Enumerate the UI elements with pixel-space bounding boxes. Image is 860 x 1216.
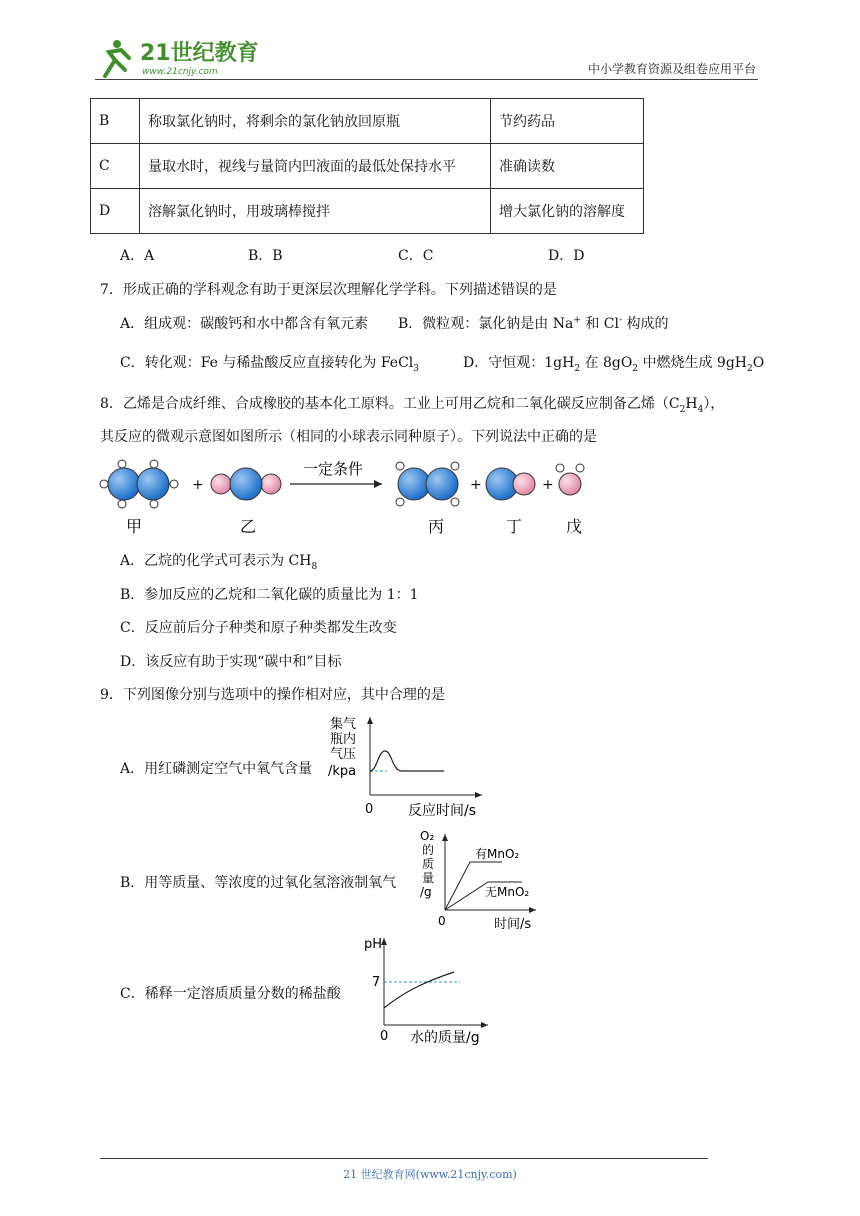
molecule-ding xyxy=(486,468,535,500)
q6-option-b[interactable]: B．B xyxy=(248,248,283,264)
q7-option-a[interactable]: A．组成观：碳酸钙和水中都含有氧元素 xyxy=(120,316,369,332)
q9-option-b[interactable]: B．用等质量、等浓度的过氧化氢溶液制氧气 xyxy=(120,875,397,891)
row-letter: D xyxy=(91,189,140,234)
reaction-diagram xyxy=(98,452,598,542)
q8-stem-line1: 8．乙烯是合成纤维、合成橡胶的基本化工原料。工业上可用乙烷和二氧化碳反应制备乙烯$(C_2H_4)$， xyxy=(100,396,725,415)
svg-text:0: 0 xyxy=(438,914,446,928)
graph-a-pressure xyxy=(322,713,492,823)
row-purpose: 准确读数 xyxy=(491,144,644,189)
svg-text:+: + xyxy=(192,477,204,493)
svg-text:0: 0 xyxy=(365,802,374,817)
header-platform-text: 中小学教育资源及组卷应用平台 xyxy=(587,62,756,76)
label-bing: 丙 xyxy=(428,517,445,536)
svg-text:+: + xyxy=(470,477,482,493)
svg-text:瓶内: 瓶内 xyxy=(330,732,357,747)
graph-c-ph xyxy=(364,932,494,1046)
label-wu: 戊 xyxy=(566,517,583,536)
row-letter: B xyxy=(91,99,140,144)
row-letter: C xyxy=(91,144,140,189)
label-jia: 甲 xyxy=(126,517,143,536)
q9-option-a[interactable]: A．用红磷测定空气中氧气含量 xyxy=(120,761,313,777)
svg-text:一定条件: 一定条件 xyxy=(303,460,364,478)
footer-link[interactable]: 21 世纪教育网(www.21cnjy.com) xyxy=(343,1168,517,1181)
q9-option-c[interactable]: C．稀释一定溶质质量分数的稀盐酸 xyxy=(120,986,341,1002)
q6-option-c[interactable]: C．C xyxy=(398,248,434,264)
q8-option-d[interactable]: D．该反应有助于实现“碳中和”目标 xyxy=(120,654,342,670)
svg-text:有MnO₂: 有MnO₂ xyxy=(475,847,520,861)
svg-text:0: 0 xyxy=(380,1029,389,1044)
footer-divider xyxy=(100,1158,708,1159)
q8-option-a[interactable]: A．乙烷的化学式可表示为 $CH_8$ xyxy=(120,553,318,572)
row-purpose: 节约药品 xyxy=(491,99,644,144)
row-purpose: 增大氯化钠的溶解度 xyxy=(491,189,644,234)
svg-text:无MnO₂: 无MnO₂ xyxy=(485,885,530,899)
site-logo xyxy=(95,36,260,80)
label-ding: 丁 xyxy=(506,517,523,536)
svg-text:气压: 气压 xyxy=(330,747,357,762)
q7-option-c[interactable]: C．转化观：Fe 与稀盐酸反应直接转化为 FeCl$_3$ xyxy=(120,355,420,374)
q6-option-d[interactable]: D．D xyxy=(548,248,585,264)
q6-options-table xyxy=(90,98,644,234)
svg-text:量: 量 xyxy=(422,871,435,885)
svg-text:水的质量/g: 水的质量/g xyxy=(410,1030,480,1046)
molecule-jia xyxy=(100,460,178,508)
molecule-yi xyxy=(211,468,281,500)
q9-stem: 9．下列图像分别与选项中的操作相对应，其中合理的是 xyxy=(100,687,445,703)
q8-option-c[interactable]: C．反应前后分子种类和原子种类都发生改变 xyxy=(120,620,397,636)
graph-b-oxygen xyxy=(414,826,544,934)
svg-text:O₂: O₂ xyxy=(420,829,435,843)
q7-option-d[interactable]: D．守恒观：$1gH_2$ 在 $8gO_2$ 中燃烧生成 $9gH_2O$ xyxy=(463,355,765,374)
q6-option-a[interactable]: A．A xyxy=(120,248,155,264)
svg-text:7: 7 xyxy=(372,975,381,990)
label-yi: 乙 xyxy=(240,517,257,536)
row-operation: 溶解氯化钠时，用玻璃棒搅拌 xyxy=(140,189,491,234)
row-operation: 量取水时，视线与量筒内凹液面的最低处保持水平 xyxy=(140,144,491,189)
svg-text:pH: pH xyxy=(364,937,383,952)
svg-text:时间/s: 时间/s xyxy=(494,917,532,932)
q7-option-b[interactable]: B．微粒观：氯化钠是由 Na+ 和 Cl- 构成的 xyxy=(398,315,669,332)
q8-option-b[interactable]: B．参加反应的乙烷和二氧化碳的质量比为 1：1 xyxy=(120,587,419,603)
molecule-wu xyxy=(556,464,584,495)
svg-text:www.21cnjy.com: www.21cnjy.com xyxy=(142,67,218,77)
table-row xyxy=(91,144,644,189)
svg-text:+: + xyxy=(542,477,554,493)
header-divider xyxy=(95,79,758,80)
svg-text:/g: /g xyxy=(420,885,432,899)
q8-stem-line2: 其反应的微观示意图如图所示（相同的小球表示同种原子）。下列说法中正确的是 xyxy=(100,429,597,445)
molecule-bing xyxy=(396,462,459,506)
table-row xyxy=(91,189,644,234)
table-row xyxy=(91,99,644,144)
svg-text:21世纪教育: 21世纪教育 xyxy=(140,41,259,66)
svg-text:/kpa: /kpa xyxy=(328,764,357,779)
reaction-arrow xyxy=(290,480,382,488)
row-operation: 称取氯化钠时，将剩余的氯化钠放回原瓶 xyxy=(140,99,491,144)
svg-text:质: 质 xyxy=(422,857,435,871)
svg-text:集气: 集气 xyxy=(330,717,357,732)
svg-text:反应时间/s: 反应时间/s xyxy=(408,803,477,819)
q7-stem: 7．形成正确的学科观念有助于更深层次理解化学学科。下列描述错误的是 xyxy=(100,282,557,298)
svg-text:的: 的 xyxy=(422,843,435,857)
runner-icon xyxy=(105,40,129,76)
